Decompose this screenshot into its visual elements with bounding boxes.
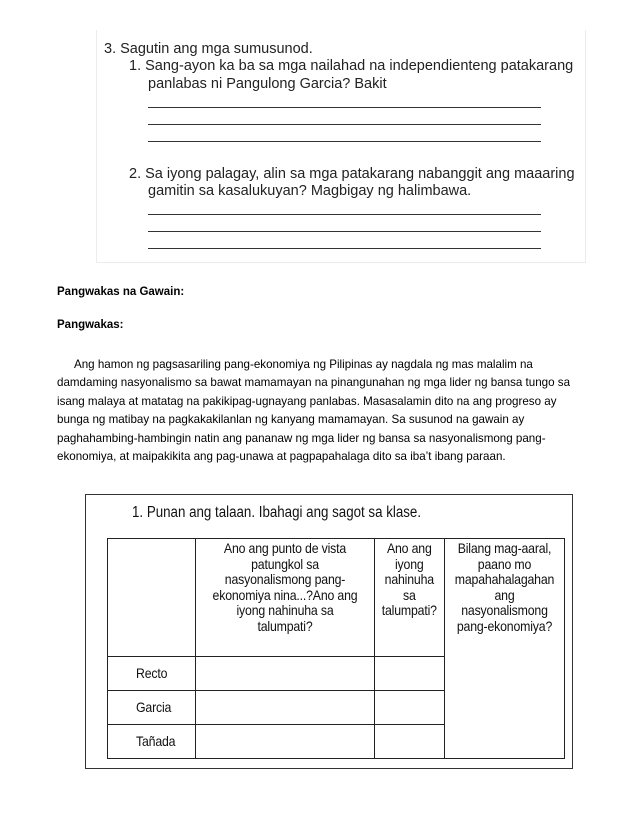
question-2-line2: gamitin sa kasalukuyan? Magbigay ng halimbawa. — [148, 183, 472, 199]
answer-line[interactable] — [148, 231, 541, 232]
question-2-line1: 2. Sa iyong palagay, alin sa mga patakarang nabanggit ang maaaring — [129, 166, 575, 182]
answer-cell[interactable] — [196, 657, 375, 691]
answer-line[interactable] — [148, 214, 541, 215]
row-label-cell — [108, 725, 196, 759]
section-subtitle: Pangwakas: — [57, 319, 124, 331]
answer-cell[interactable] — [375, 691, 445, 725]
answer-cell[interactable] — [196, 725, 375, 759]
activity-title: 1. Punan ang talaan. Ibahagi ang sagot sa klase. — [132, 504, 422, 521]
question-3-title: 3. Sagutin ang mga sumusunod. — [104, 41, 313, 57]
question-1-line2: panlabas ni Pangulong Garcia? Bakit — [148, 76, 387, 92]
question-1-line1: 1. Sang-ayon ka ba sa mga nailahad na independienteng patakarang — [129, 58, 574, 74]
answer-cell[interactable] — [375, 657, 445, 691]
answer-line[interactable] — [148, 107, 541, 108]
row-label-cell — [108, 657, 196, 691]
comparison-table — [107, 538, 565, 759]
intro-paragraph: Ang hamon ng pagsasariling pang-ekonomiya ng Pilipinas ay nagdala ng mas malalim na damdaming nasyonalismo sa bawat mamamayan na pinangunahan ng mga lider ng bansa tungo sa isang malaya at matatag na pakikipag-ugnayang panlabas. Masasalamin dito na ang progreso ay bunga ng matibay na pagkakakilanlan ng kanyang mamamayan. Sa susunod na gawain ay paghahambing-hambingin natin ang pananaw ng mga lider ng bansa sa nasyonalismong pang-ekonomiya, at maipakikita ang pag-unawa at pagpapahalaga dito sa iba’t ibang paraan. — [57, 358, 571, 464]
row-label-cell — [108, 691, 196, 725]
row-label: Tañada — [136, 732, 176, 749]
header-viewpoint-text: Ano ang punto de vista patungkol sa nasyonalismong pang-ekonomiya nina...?Ano ang iyong nahinuha sa talumpati? — [212, 540, 358, 634]
answer-line[interactable] — [148, 248, 541, 249]
answer-line[interactable] — [148, 124, 541, 125]
table-header-row — [108, 539, 565, 657]
section-title: Pangwakas na Gawain: — [57, 286, 185, 298]
row-label: Recto — [136, 664, 168, 681]
row-label: Garcia — [136, 698, 172, 715]
answer-cell[interactable] — [375, 725, 445, 759]
header-cell-inference — [375, 539, 445, 657]
header-cell-viewpoint — [196, 539, 375, 657]
header-cell-empty — [108, 539, 196, 657]
header-cell-value — [444, 539, 564, 759]
header-inference-text: Ano ang iyong nahinuha sa talumpati? — [381, 540, 437, 618]
answer-cell[interactable] — [196, 691, 375, 725]
answer-line[interactable] — [148, 141, 541, 142]
header-value-text: Bilang mag-aaral, paano mo mapahahalagahan ang nasyonalismong pang-ekonomiya? — [454, 540, 554, 634]
